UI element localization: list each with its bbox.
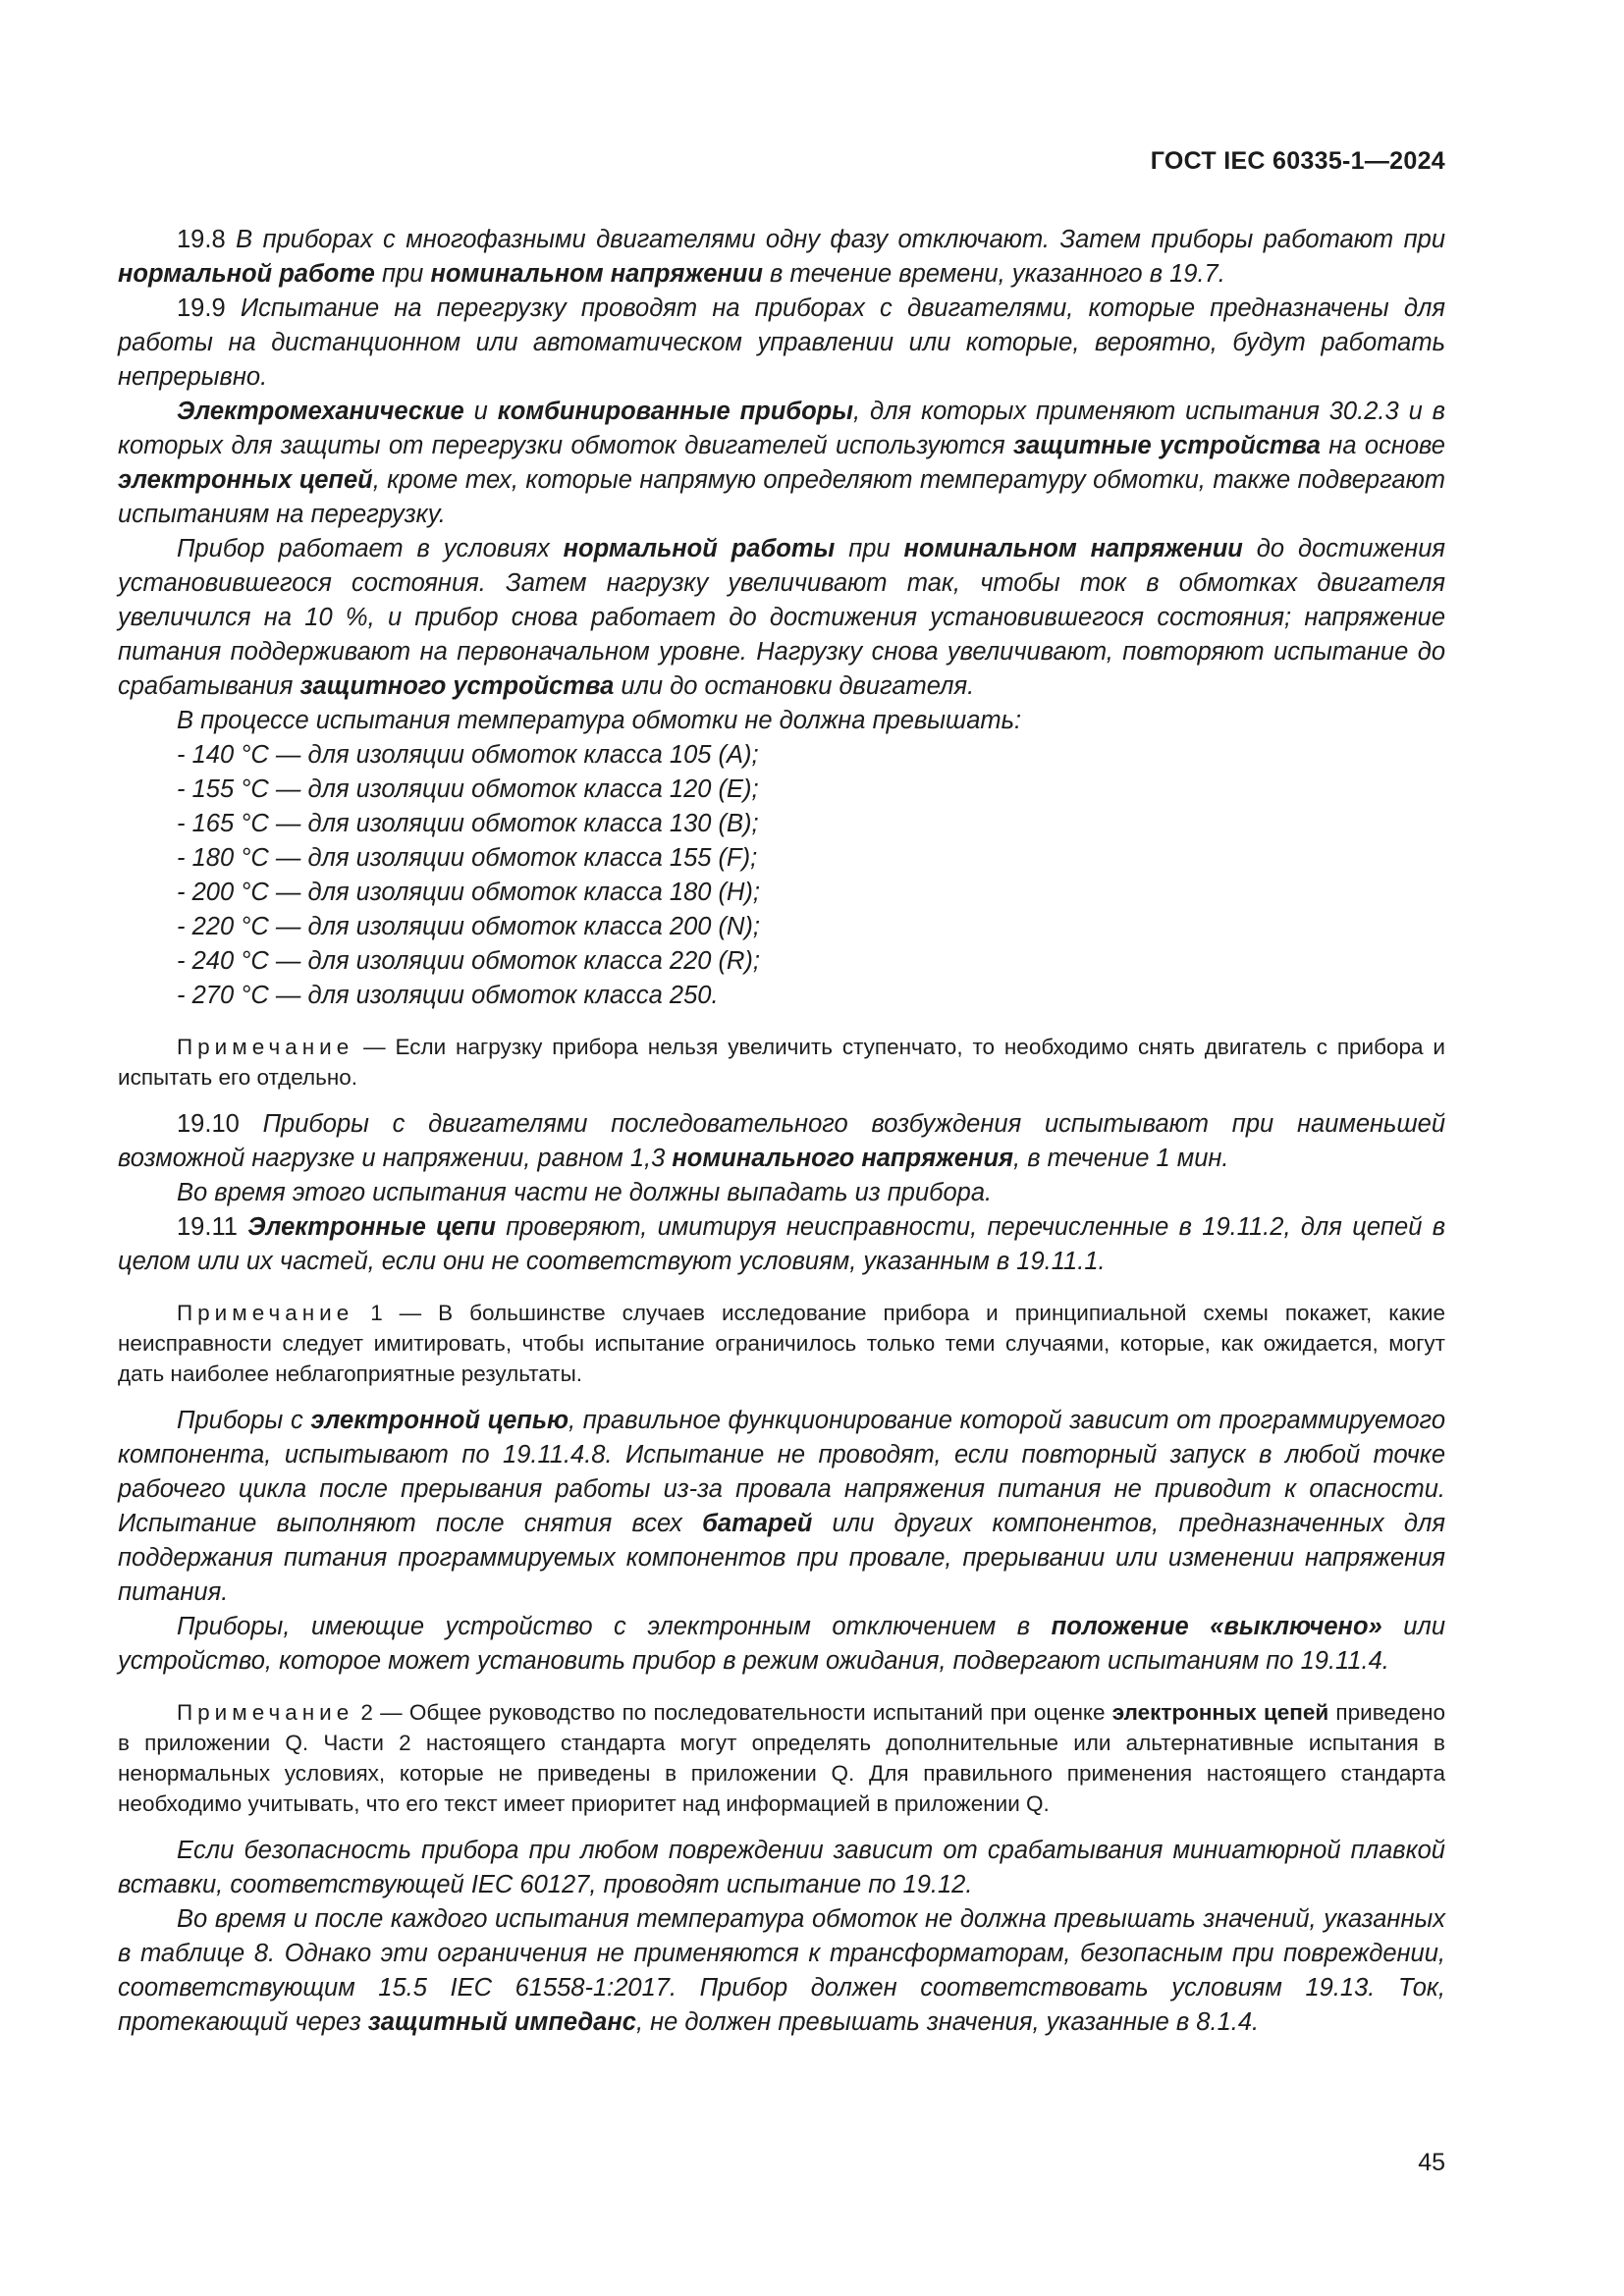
- term: нормальной работе: [118, 260, 375, 288]
- clause-number: 19.11: [177, 1213, 238, 1241]
- paragraph: В процессе испытания температура обмотки не должна превышать:: [177, 707, 1022, 734]
- list-item: - 155 °С — для изоляции обмоток класса 120 (Е);: [177, 775, 759, 803]
- term: электронных цепей: [118, 466, 373, 494]
- term: комбинированные приборы: [497, 398, 854, 425]
- term: электронной цепью: [310, 1407, 569, 1434]
- clause-19-10: 19.10 Приборы с двигателями последовательного возбуждения испытывают при наименьшей возможной нагрузке и напряжении, равном 1,3 номинального напряжения, в течение 1 мин.: [118, 1110, 1445, 1172]
- clause-number: 19.8: [177, 226, 226, 253]
- list-item: - 240 °С — для изоляции обмоток класса 220 (R);: [177, 947, 761, 975]
- term: номинальном напряжении: [430, 260, 763, 288]
- clause-19-9: 19.9 Испытание на перегрузку проводят на приборах с двигателями, которые предназначены для работы на дистанционном или автоматическом управлении или которые, вероятно, будут работать непрерывно.: [118, 294, 1445, 391]
- clause-number: 19.10: [177, 1110, 240, 1138]
- list-item: - 270 °С — для изоляции обмоток класса 250.: [177, 982, 719, 1009]
- note: Примечание — Если нагрузку прибора нельзя увеличить ступенчато, то необходимо снять двигатель с прибора и испытать его отдельно.: [118, 1035, 1445, 1090]
- term: нормальной работы: [563, 535, 836, 562]
- note-label: Примечание: [177, 1035, 354, 1059]
- term: электронных цепей: [1111, 1700, 1329, 1725]
- term: положение «выключено»: [1051, 1613, 1382, 1640]
- paragraph: Приборы, имеющие устройство с электронным отключением в положение «выключено» или устройство, которое может установить прибор в режим ожидания, подвергают испытаниям по 19.11.4.: [118, 1613, 1445, 1675]
- paragraph: Во время и после каждого испытания температура обмоток не должна превышать значений, указанных в таблице 8. Однако эти ограничения не применяются к трансформаторам, безопасным при повреждении, соответствующим 15.5 IEC 61558-1:2017. Прибор должен соответствовать условиям 19.13. Ток, протекающий через защитный импеданс, не должен превышать значения, указанные в 8.1.4.: [118, 1905, 1445, 2036]
- note-1: Примечание 1 — В большинстве случаев исследование прибора и принципиальной схемы покажет, какие неисправности следует имитировать, чтобы испытание ограничилось только теми случаями, которые, как ожидается, могут дать наиболее неблагоприятные результаты.: [118, 1301, 1445, 1386]
- list-item: - 165 °С — для изоляции обмоток класса 130 (В);: [177, 810, 759, 837]
- term: Электромеханические: [177, 398, 464, 425]
- term: Электронные цепи: [247, 1213, 496, 1241]
- term: защитного устройства: [299, 672, 615, 700]
- note-label: Примечание: [177, 1301, 354, 1325]
- clause-19-11: 19.11 Электронные цепи проверяют, имитируя неисправности, перечисленные в 19.11.2, для цепей в целом или их частей, если они не соответствуют условиям, указанным в 19.11.1.: [118, 1213, 1446, 1275]
- term: батарей: [702, 1510, 813, 1537]
- term: защитный импеданс: [367, 2008, 636, 2036]
- page-number: 45: [1418, 2149, 1445, 2176]
- paragraph: Во время этого испытания части не должны выпадать из прибора.: [177, 1179, 993, 1206]
- term: номинальном напряжении: [903, 535, 1243, 562]
- term: номинального напряжения: [672, 1145, 1014, 1172]
- note-label: Примечание: [177, 1700, 354, 1725]
- paragraph: Прибор работает в условиях нормальной работы при номинальном напряжении до достижения установившегося состояния. Затем нагрузку увеличивают так, чтобы ток в обмотках двигателя увеличился на 10 %, и прибор снова работает до достижения установившегося состояния; напряжение питания поддерживают на первоначальном уровне. Нагрузку снова увеличивают, повторяют испытание до срабатывания защитного устройства или до остановки двигателя.: [118, 535, 1446, 700]
- term: защитные устройства: [1013, 432, 1321, 459]
- clause-19-8: 19.8 В приборах с многофазными двигателями одну фазу отключают. Затем приборы работают при нормальной работе при номинальном напряжении в течение времени, указанного в 19.7.: [118, 226, 1445, 288]
- list-item: - 140 °С — для изоляции обмоток класса 105 (А);: [177, 741, 759, 769]
- list-item: - 200 °С — для изоляции обмоток класса 180 (Н);: [177, 879, 761, 906]
- paragraph: Приборы с электронной цепью, правильное функционирование которой зависит от программируемого компонента, испытывают по 19.11.4.8. Испытание не проводят, если повторный запуск в любой точке рабочего цикла после прерывания работы из-за провала напряжения питания не приводит к опасности. Испытание выполняют после снятия всех батарей или других компонентов, предназначенных для поддержания питания программируемых компонентов при провале, прерывании или изменении напряжения питания.: [118, 1407, 1446, 1606]
- paragraph: Электромеханические и комбинированные приборы, для которых применяют испытания 30.2.3 и в которых для защиты от перегрузки обмоток двигателей используются защитные устройства на основе электронных цепей, кроме тех, которые напрямую определяют температуру обмотки, также подвергают испытаниям на перегрузку.: [118, 398, 1445, 528]
- paragraph: Если безопасность прибора при любом повреждении зависит от срабатывания миниатюрной плавкой вставки, соответствующей IEC 60127, проводят испытание по 19.12.: [118, 1837, 1445, 1898]
- note-2: Примечание 2 — Общее руководство по последовательности испытаний при оценке электронных цепей приведено в приложении Q. Части 2 настоящего стандарта могут определять дополнительные или альтернативные испытания в ненормальных условиях, которые не приведены в приложении Q. Для правильного применения настоящего стандарта необходимо учитывать, что его текст имеет приоритет над информацией в приложении Q.: [118, 1700, 1445, 1816]
- document-header: ГОСТ IEC 60335-1—2024: [1150, 147, 1445, 175]
- clause-number: 19.9: [177, 294, 226, 322]
- list-item: - 180 °С — для изоляции обмоток класса 155 (F);: [177, 844, 758, 872]
- document-body: [118, 223, 1445, 2040]
- list-item: - 220 °С — для изоляции обмоток класса 200 (N);: [177, 913, 761, 940]
- temperature-limits-list: [118, 738, 1445, 1013]
